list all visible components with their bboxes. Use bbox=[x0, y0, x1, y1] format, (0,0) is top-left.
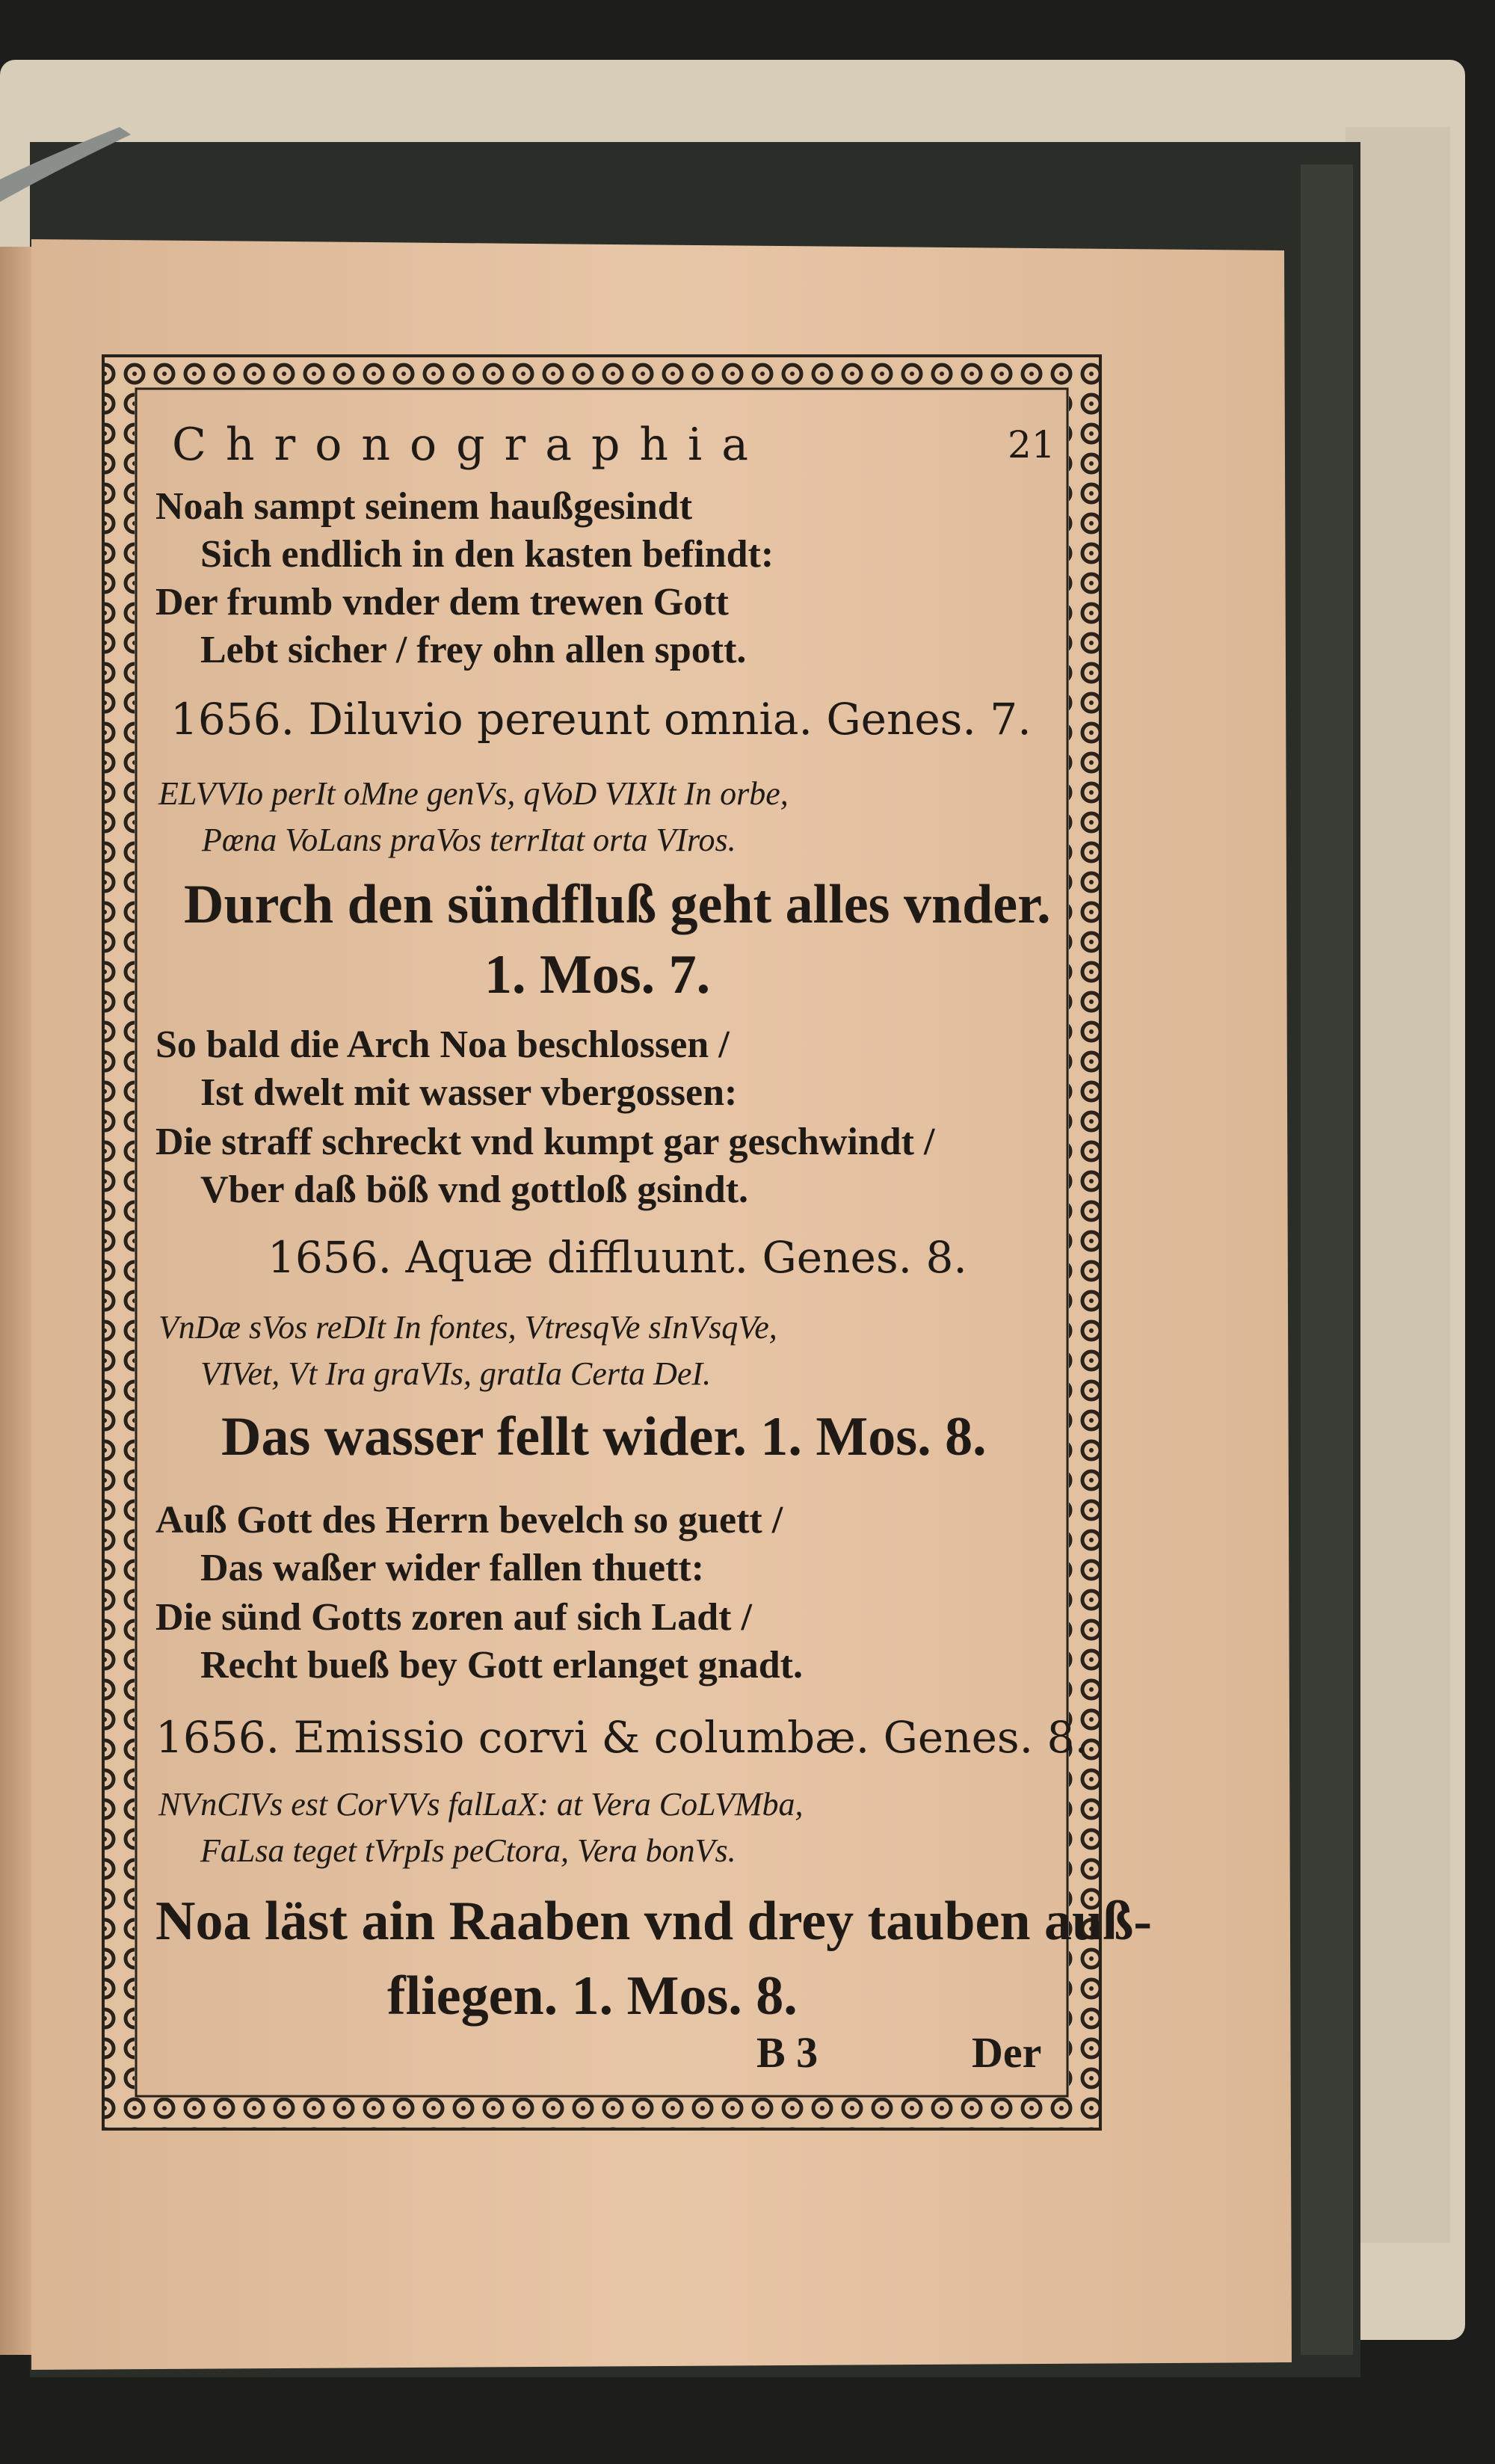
chronogram-line: Pœna VoLans praVos terrItat orta VIros. bbox=[202, 822, 736, 858]
verse-line: Die sünd Gotts zoren auf sich Ladt / bbox=[155, 1596, 752, 1639]
year-caption: 1656. Emissio corvi & columbæ. Genes. 8. bbox=[155, 1712, 1088, 1763]
chronogram-line: VnDæ sVos reDIt In fontes, VtresqVe sInVsqVe, bbox=[158, 1309, 777, 1346]
chronogram-line: VIVet, Vt Ira graVIs, gratIa Certa DeI. bbox=[200, 1355, 712, 1392]
catchword: Der bbox=[972, 2028, 1042, 2077]
running-head: Chronographia bbox=[172, 419, 768, 471]
verse-line: So bald die Arch Noa beschlossen / bbox=[155, 1023, 730, 1066]
section-heading: Noa läst ain Raaben vnd drey tauben auß- bbox=[155, 1891, 1152, 1952]
verse-line: Vber daß böß vnd gottloß gsindt. bbox=[200, 1168, 749, 1211]
verse-line: Auß Gott des Herrn bevelch so guett / bbox=[155, 1499, 783, 1541]
cover-edge-right bbox=[1346, 127, 1450, 2243]
year-caption: 1656. Aquæ diffluunt. Genes. 8. bbox=[268, 1232, 967, 1283]
verse-line: Sich endlich in den kasten befindt: bbox=[200, 533, 774, 576]
chronogram-line: FaLsa teget tVrpIs peCtora, Vera bonVs. bbox=[200, 1832, 736, 1869]
chronogram-line: NVnCIVs est CorVVs falLaX: at Vera CoLVMba, bbox=[158, 1786, 804, 1823]
verse-line: Die straff schreckt vnd kumpt gar geschwindt / bbox=[155, 1121, 935, 1163]
signature-mark: B 3 bbox=[756, 2028, 819, 2077]
section-heading: fliegen. 1. Mos. 8. bbox=[387, 1965, 798, 2027]
section-heading: Das wasser fellt wider. 1. Mos. 8. bbox=[221, 1406, 987, 1467]
section-heading: 1. Mos. 7. bbox=[484, 944, 711, 1005]
verse-line: Der frumb vnder dem trewen Gott bbox=[155, 581, 729, 623]
page-edge-right bbox=[1301, 164, 1353, 2355]
page-number: 21 bbox=[1008, 423, 1055, 466]
year-caption: 1656. Diluvio pereunt omnia. Genes. 7. bbox=[170, 694, 1032, 745]
verse-line: Ist dwelt mit wasser vbergossen: bbox=[200, 1071, 738, 1114]
verse-line: Recht bueß bey Gott erlanget gnadt. bbox=[200, 1644, 803, 1687]
left-page bbox=[0, 247, 31, 2355]
section-heading: Durch den sündfluß geht alles vnder. bbox=[184, 874, 1051, 935]
chronogram-line: ELVVIo perIt oMne genVs, qVoD VIXIt In orbe, bbox=[158, 775, 789, 812]
verse-line: Das waßer wider fallen thuett: bbox=[200, 1547, 705, 1589]
verse-line: Lebt sicher / frey ohn allen spott. bbox=[200, 629, 747, 671]
verse-line: Noah sampt seinem haußgesindt bbox=[155, 485, 693, 528]
